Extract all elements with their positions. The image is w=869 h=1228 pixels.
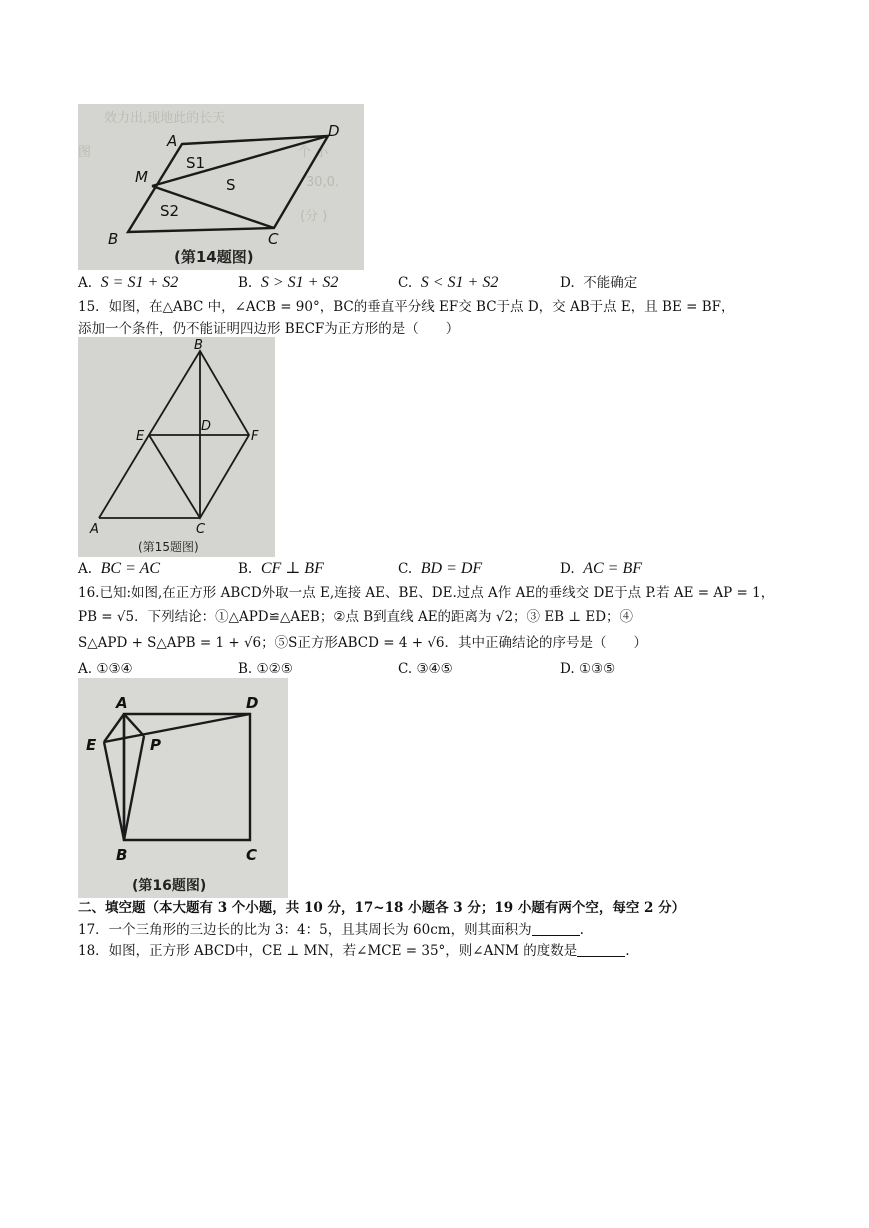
figure-q16-drawing bbox=[78, 678, 288, 898]
q16-option-c[interactable] bbox=[398, 660, 453, 678]
bg-text-5: (分 ) bbox=[300, 209, 328, 224]
q14-option-d-text: 不能确定 bbox=[583, 275, 638, 291]
caption-q15: (第15题图) bbox=[138, 540, 199, 554]
q15-option-b-letter: B. bbox=[238, 561, 253, 577]
q14-option-c-text: S < S1 + S2 bbox=[420, 274, 499, 291]
label-A: A bbox=[167, 132, 178, 150]
q18-text: 18．如图，正方形 ABCD中，CE ⊥ MN，若∠MCE = 35°，则∠ANM 的度数是 bbox=[78, 943, 578, 959]
q15-option-c-text: BD = DF bbox=[420, 560, 483, 577]
segment-MD bbox=[152, 136, 328, 186]
label-A: A bbox=[116, 694, 128, 712]
label-D: D bbox=[201, 419, 212, 434]
q14-option-d-letter: D. bbox=[560, 275, 575, 291]
q14-option-b[interactable] bbox=[238, 274, 338, 292]
q14-option-b-text: S > S1 + S2 bbox=[260, 274, 339, 291]
q15-option-a[interactable] bbox=[78, 560, 160, 578]
q16-option-c-text: ③④⑤ bbox=[416, 661, 453, 677]
q16-option-b-text: ①②⑤ bbox=[256, 661, 293, 677]
bg-text-2: 图 bbox=[78, 145, 92, 160]
figure-q15 bbox=[78, 337, 275, 557]
q16-stem-line2: PB = √5．下列结论：①△APD≌△AEB；②点 B到直线 AE的距离为 √2；③ EB ⊥ ED；④ bbox=[78, 609, 634, 625]
label-F: F bbox=[251, 429, 259, 444]
q16-option-a[interactable] bbox=[78, 660, 133, 678]
q17-stem bbox=[78, 921, 584, 939]
q17-end: . bbox=[579, 922, 584, 938]
q15-option-c-letter: C. bbox=[398, 561, 413, 577]
q14-option-c-letter: C. bbox=[398, 275, 413, 291]
figure-q14 bbox=[78, 104, 364, 270]
label-D: D bbox=[246, 694, 259, 712]
q15-option-d-letter: D. bbox=[560, 561, 575, 577]
q16-option-a-letter: A. bbox=[78, 661, 93, 677]
q14-option-a-text: S = S1 + S2 bbox=[100, 274, 179, 291]
caption-q16: (第16题图) bbox=[132, 878, 207, 894]
q17-answer-blank[interactable] bbox=[532, 923, 580, 936]
q16-option-c-letter: C. bbox=[398, 661, 413, 677]
q15-stem-line2: 添加一个条件，仍不能证明四边形 BECF为正方形的是（ ） bbox=[78, 321, 460, 337]
q15-option-d[interactable] bbox=[560, 560, 642, 578]
figure-q16 bbox=[78, 678, 288, 898]
q15-option-a-letter: A. bbox=[78, 561, 93, 577]
q15-option-d-text: AC = BF bbox=[583, 560, 643, 577]
q14-option-b-letter: B. bbox=[238, 275, 253, 291]
label-B: B bbox=[116, 846, 128, 864]
label-C: C bbox=[246, 846, 258, 864]
label-A: A bbox=[90, 522, 99, 537]
label-M: M bbox=[135, 168, 148, 186]
q15-stem-line1: 15．如图，在△ABC 中，∠ACB = 90°，BC的垂直平分线 EF交 BC于点 D，交 AB于点 E，且 BE = BF， bbox=[78, 299, 735, 315]
q18-stem bbox=[78, 942, 630, 960]
segment-PB bbox=[124, 736, 144, 840]
label-B: B bbox=[108, 230, 119, 248]
caption-q14: (第14题图) bbox=[174, 248, 254, 266]
bg-text-1: 效力出,现地此的长天 bbox=[104, 111, 226, 126]
label-E: E bbox=[136, 429, 145, 444]
label-S2: S2 bbox=[160, 202, 180, 220]
bg-text-4: 30,0. bbox=[306, 175, 340, 190]
q17-text: 17．一个三角形的三边长的比为 3：4：5，且其周长为 60cm，则其面积为 bbox=[78, 922, 532, 938]
segment-EB bbox=[104, 742, 124, 840]
q18-end: . bbox=[625, 943, 630, 959]
q14-option-a[interactable] bbox=[78, 274, 178, 292]
label-S: S bbox=[226, 176, 236, 194]
q15-option-b[interactable] bbox=[238, 560, 324, 578]
q16-option-d-letter: D. bbox=[560, 661, 575, 677]
q14-option-d[interactable] bbox=[560, 274, 637, 292]
label-C: C bbox=[196, 522, 206, 537]
label-E: E bbox=[86, 736, 97, 754]
q16-option-b-letter: B. bbox=[238, 661, 253, 677]
label-P: P bbox=[150, 736, 161, 754]
section2-heading: 二、填空题（本大题有 3 个小题，共 10 分，17~18 小题各 3 分；19 小题有两个空，每空 2 分） bbox=[78, 900, 686, 916]
label-D: D bbox=[328, 122, 340, 140]
label-S1: S1 bbox=[186, 154, 206, 172]
q16-option-a-text: ①③④ bbox=[96, 661, 133, 677]
segment-ED bbox=[104, 714, 250, 742]
q15-option-c[interactable] bbox=[398, 560, 482, 578]
q14-option-a-letter: A. bbox=[78, 275, 93, 291]
q14-option-c[interactable] bbox=[398, 274, 498, 292]
label-C: C bbox=[268, 230, 279, 248]
segment-AP bbox=[124, 714, 144, 736]
q16-option-b[interactable] bbox=[238, 660, 293, 678]
q16-stem-line3: S△APD + S△APB = 1 + √6；⑤S正方形ABCD = 4 + √6．其中正确结论的序号是（ ） bbox=[78, 635, 648, 651]
segment-EA bbox=[99, 435, 149, 518]
figure-q15-drawing bbox=[78, 337, 275, 557]
bg-text-3: 个 小 bbox=[298, 145, 329, 160]
q15-option-b-text: CF ⊥ BF bbox=[260, 560, 324, 577]
q18-answer-blank[interactable] bbox=[577, 944, 625, 957]
q16-option-d[interactable] bbox=[560, 660, 615, 678]
q15-option-a-text: BC = AC bbox=[100, 560, 161, 577]
q16-option-d-text: ①③⑤ bbox=[578, 661, 616, 677]
square-ABCD bbox=[124, 714, 250, 840]
figure-q14-drawing bbox=[78, 104, 364, 270]
label-B: B bbox=[194, 338, 203, 353]
q16-stem-line1: 16.已知:如图,在正方形 ABCD外取一点 E,连接 AE、BE、DE.过点 A作 AE的垂线交 DE于点 P.若 AE = AP = 1， bbox=[78, 585, 775, 601]
